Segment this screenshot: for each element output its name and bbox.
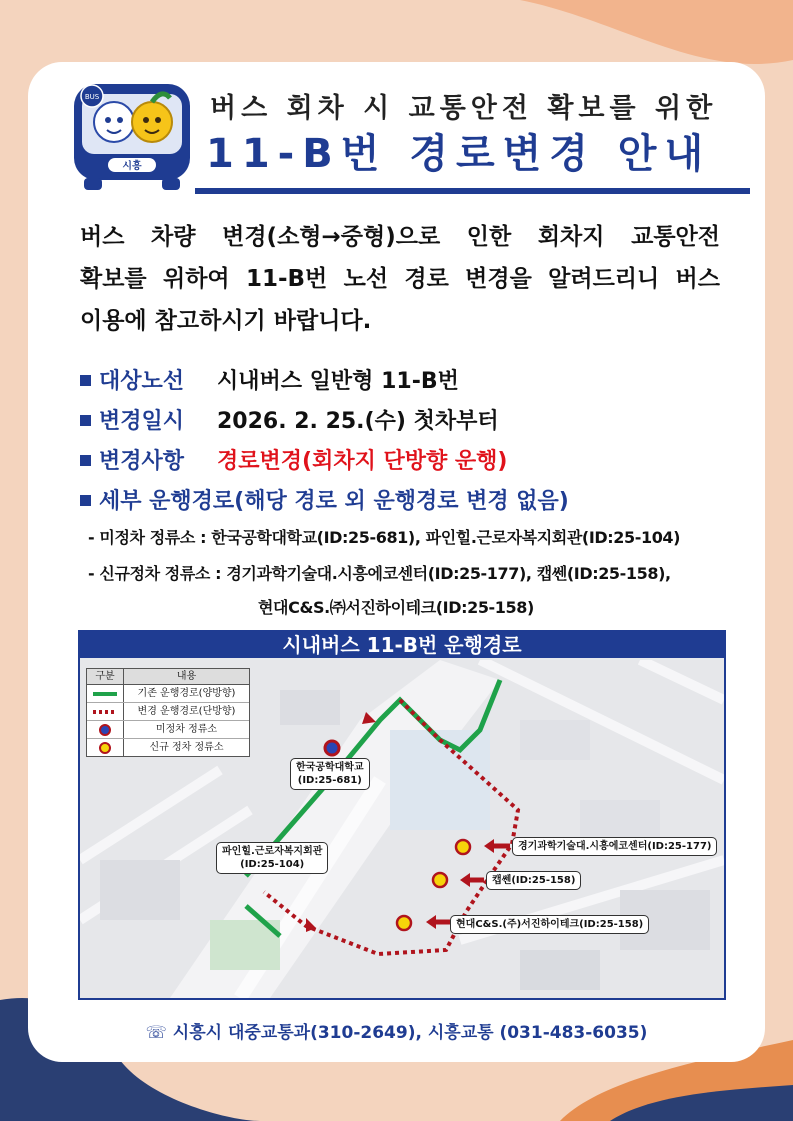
- detail-label: 대상노선: [99, 369, 185, 394]
- page-title: 11-B번 경로변경 안내: [206, 131, 712, 177]
- stop-name: 파인힐.근로자복지회관: [222, 846, 323, 857]
- legend-header-type: 구분: [87, 669, 124, 684]
- stop-label-hyundai-cns: 현대C&S.(주)서진하이테크(ID:25-158): [450, 915, 649, 934]
- bullet-icon: [80, 495, 91, 506]
- logo-brand-text: 시흥: [122, 161, 142, 172]
- bullet-icon: [80, 375, 91, 386]
- detail-route-heading: [80, 484, 569, 515]
- detail-label: 변경일시: [99, 409, 185, 434]
- contact-text: 시흥시 대중교통과(310-2649), 시흥교통 (031-483-6035): [172, 1023, 648, 1043]
- page-subtitle: 버스 회차 시 교통안전 확보를 위한: [210, 93, 718, 124]
- legend-row: [87, 739, 249, 756]
- detail-label: 변경사항: [99, 449, 185, 474]
- legend-header-content: 내용: [176, 671, 197, 682]
- stop-id: (ID:25-681): [297, 775, 362, 786]
- stop-label-pine-hill: [216, 842, 328, 874]
- detail-change-item: [80, 444, 507, 475]
- legend-row: [87, 721, 249, 739]
- legend-text: 기존 운행경로(양방향): [137, 688, 236, 699]
- removed-stops-prefix: - 미정차 정류소 :: [88, 528, 207, 547]
- contact-footer: [0, 1018, 793, 1043]
- detail-value: 시내버스 일반형 11-B번: [217, 369, 459, 394]
- phone-icon: ☏: [145, 1023, 167, 1043]
- bullet-icon: [80, 455, 91, 466]
- added-stops-text-1: 경기과학기술대.시흥에코센터(ID:25-177), 캡쎈(ID:25-158),: [226, 564, 671, 583]
- detail-target-route: [80, 364, 459, 395]
- stop-label-korea-polytech: [290, 758, 370, 790]
- map-title: 시내버스 11-B번 운행경로: [80, 632, 724, 658]
- map-legend: [86, 668, 250, 757]
- detail-change-date: [80, 404, 499, 435]
- legend-text: 신규 정차 정류소: [149, 742, 224, 753]
- bus-mascot-logo: [70, 78, 194, 194]
- detail-value: 2026. 2. 25.(수) 첫차부터: [217, 409, 499, 434]
- stop-label-capssen: 캡쎈(ID:25-158): [486, 871, 581, 890]
- added-stops-line: [88, 561, 671, 584]
- stop-id: (ID:25-104): [240, 859, 305, 870]
- route-map: [78, 630, 726, 1000]
- removed-stops-line: [88, 525, 680, 548]
- legend-text: 미정차 정류소: [155, 724, 218, 735]
- stop-label-eco-center: 경기과학기술대.시흥에코센터(ID:25-177): [512, 837, 717, 856]
- stop-name: 한국공학대학교: [296, 762, 364, 773]
- yellow-circle-marker-icon: [98, 741, 112, 755]
- legend-row: [87, 685, 249, 703]
- intro-line: 이용에 참고하시기 바랍니다.: [80, 308, 372, 334]
- detail-value: 경로변경(회차지 단방향 운행): [217, 449, 508, 474]
- green-solid-line-icon: [92, 690, 118, 698]
- intro-line: 버스 차량 변경(소형→중형)으로 인한 회차지 교통안전: [80, 224, 720, 250]
- blue-circle-marker-icon: [98, 723, 112, 737]
- title-underline: [195, 188, 750, 194]
- intro-line: 확보를 위하여 11-B번 노선 경로 변경을 알려드리니 버스: [80, 266, 720, 292]
- bullet-icon: [80, 415, 91, 426]
- intro-paragraph: [80, 216, 720, 342]
- red-dotted-line-icon: [92, 708, 118, 716]
- added-stops-prefix: - 신규정차 정류소 :: [88, 564, 222, 583]
- added-stops-line-2: 현대C&S.㈜서진하이테크(ID:25-158): [258, 598, 534, 617]
- bus-badge-text: BUS: [84, 93, 100, 101]
- legend-text: 변경 운행경로(단방향): [137, 706, 236, 717]
- legend-row: [87, 703, 249, 721]
- detail-route-heading-text: 세부 운행경로(해당 경로 외 운행경로 변경 없음): [99, 489, 569, 514]
- removed-stops-text: 한국공학대학교(ID:25-681), 파인힐.근로자복지회관(ID:25-104): [211, 528, 681, 547]
